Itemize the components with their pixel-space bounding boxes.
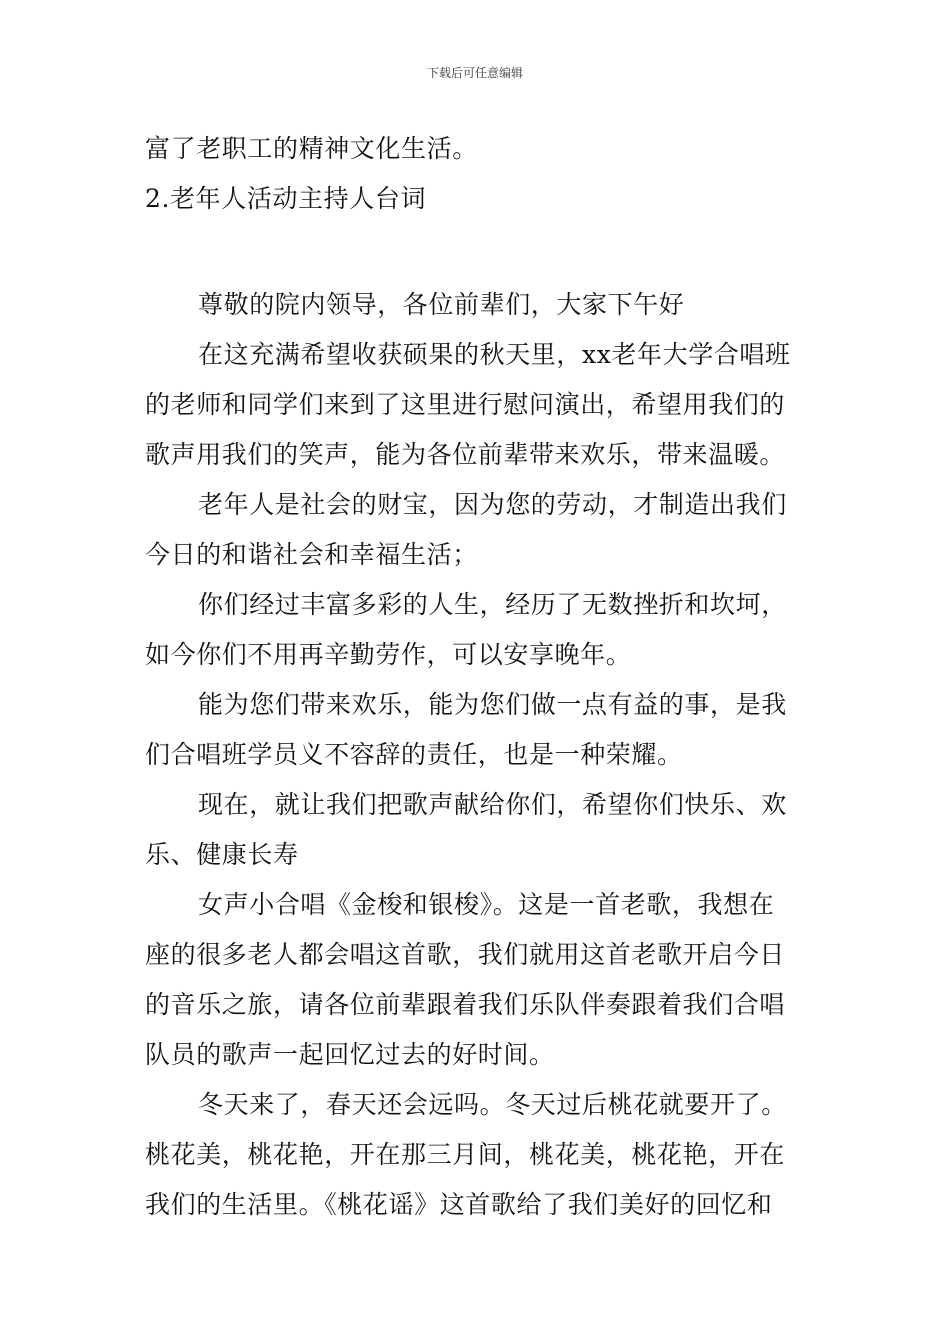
- text-line: 桃花美，桃花艳，开在那三月间，桃花美，桃花艳，开在: [145, 1140, 786, 1169]
- text-line: 的音乐之旅，请各位前辈跟着我们乐队伴奏跟着我们合唱: [145, 990, 786, 1019]
- text-line: 的老师和同学们来到了这里进行慰问演出，希望用我们的: [145, 390, 786, 419]
- text-line: 冬天来了，春天还会远吗。冬天过后桃花就要开了。: [198, 1090, 787, 1119]
- text-line: 老年人是社会的财宝，因为您的劳动，才制造出我们: [198, 490, 787, 519]
- text-line: 今日的和谐社会和幸福生活；: [145, 540, 478, 569]
- text-line: 们合唱班学员义不容辞的责任，也是一种荣耀。: [145, 740, 683, 769]
- blank-gap: [145, 224, 807, 280]
- text-line: 座的很多老人都会唱这首歌，我们就用这首老歌开启今日: [145, 940, 786, 969]
- text-line: 歌声用我们的笑声，能为各位前辈带来欢乐，带来温暖。: [145, 440, 786, 469]
- text-line: 在这充满希望收获硕果的秋天里，xx老年大学合唱班: [198, 340, 791, 369]
- text-line: 尊敬的院内领导，各位前辈们，大家下午好: [198, 290, 685, 319]
- text-line: 能为您们带来欢乐，能为您们做一点有益的事，是我: [198, 690, 787, 719]
- text-line: 如今你们不用再辛勤劳作，可以安享晚年。: [145, 640, 632, 669]
- text-line: 富了老职工的精神文化生活。: [145, 134, 478, 163]
- speech-text: [145, 280, 807, 1230]
- text-line: 现在，就让我们把歌声献给你们，希望你们快乐、欢: [198, 790, 787, 819]
- section-heading: 2.老年人活动主持人台词: [145, 184, 427, 213]
- text-line: 队员的歌声一起回忆过去的好时间。: [145, 1040, 555, 1069]
- text-line: 女声小合唱《金梭和银梭》。这是一首老歌，我想在: [198, 890, 775, 919]
- document-body: [145, 124, 807, 1230]
- text-line: 我们的生活里。《桃花谣》这首歌给了我们美好的回忆和: [145, 1190, 773, 1219]
- page-header: 下载后可任意编辑: [426, 66, 523, 80]
- text-line: 乐、健康长寿: [145, 840, 299, 869]
- text-line: 你们经过丰富多彩的人生，经历了无数挫折和坎坷，: [198, 590, 787, 619]
